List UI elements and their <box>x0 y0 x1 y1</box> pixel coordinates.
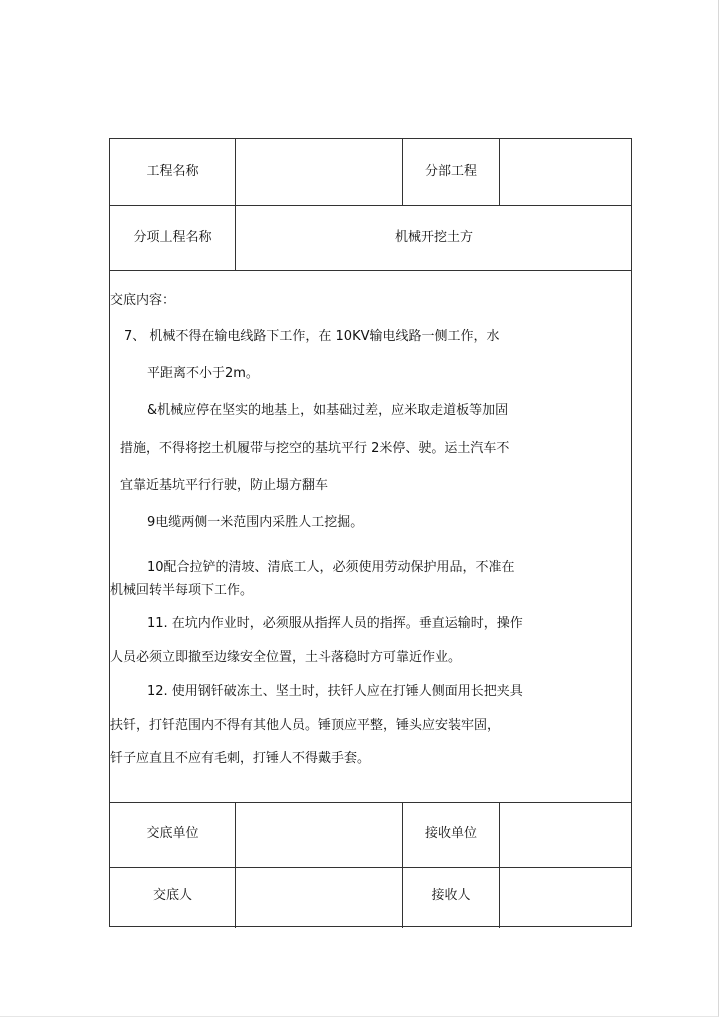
row-divider <box>110 205 631 206</box>
content-line: 9电缆两侧一米范围内采胜人工挖掘。 <box>147 515 364 530</box>
row-divider <box>110 802 631 803</box>
content-line: 钎子应直且不应有毛刺，打锤人不得戴手套。 <box>110 751 371 766</box>
column-divider <box>235 139 236 270</box>
content-line: 10配合拉铲的清坡、清底工人，必须使用劳动保护用品，不准在 <box>147 560 515 575</box>
issuer-label: 交底人 <box>152 888 192 903</box>
content-line: 11. 在坑内作业时，必须服从指挥人员的指挥。垂直运输时，操作 <box>147 616 523 631</box>
column-divider <box>499 139 500 205</box>
row-divider <box>110 270 631 271</box>
content-line: 措施，不得将挖土机履带与挖空的基坑平行 2米停、驶。运土汽车不 <box>120 441 510 456</box>
content-line: 7、 机械不得在输电线路下工作，在 10KV输电线路一侧工作，水 <box>124 329 500 344</box>
issuer-unit-label: 交底单位 <box>146 826 199 841</box>
disclosure-form <box>109 138 632 927</box>
content-line: 人员必须立即撤至边缘安全位置，土斗落稳时方可靠近作业。 <box>110 650 462 665</box>
receiver-unit-label: 接收单位 <box>424 826 477 841</box>
column-divider <box>499 802 500 928</box>
subitem-value: 机械开挖土方 <box>394 230 473 245</box>
column-divider <box>402 802 403 928</box>
content-label: 交底内容： <box>110 293 176 308</box>
content-line: 12. 使用钢钎破冻土、坚土时，扶钎人应在打锤人侧面用长把夹具 <box>147 684 523 699</box>
content-line: 机械回转半每项下工作。 <box>110 583 254 598</box>
row-divider <box>110 867 631 868</box>
content-line: &机械应停在坚实的地基上，如基础过差，应米取走道板等加固 <box>147 403 509 418</box>
division-label: 分部工程 <box>424 164 477 179</box>
subitem-label: 分项丄程名称 <box>133 230 212 245</box>
column-divider <box>235 802 236 928</box>
receiver-label: 接收人 <box>431 888 471 903</box>
content-line: 扶钎，打钎范围内不得有其他人员。锤顶应平整，锤头应安装牢固， <box>110 718 501 733</box>
content-line: 宜靠近基坑平行行驶，防止塌方翻车 <box>120 478 329 493</box>
project-name-label: 工程名称 <box>146 164 199 179</box>
content-line: 平距离不小于2m。 <box>147 366 259 381</box>
